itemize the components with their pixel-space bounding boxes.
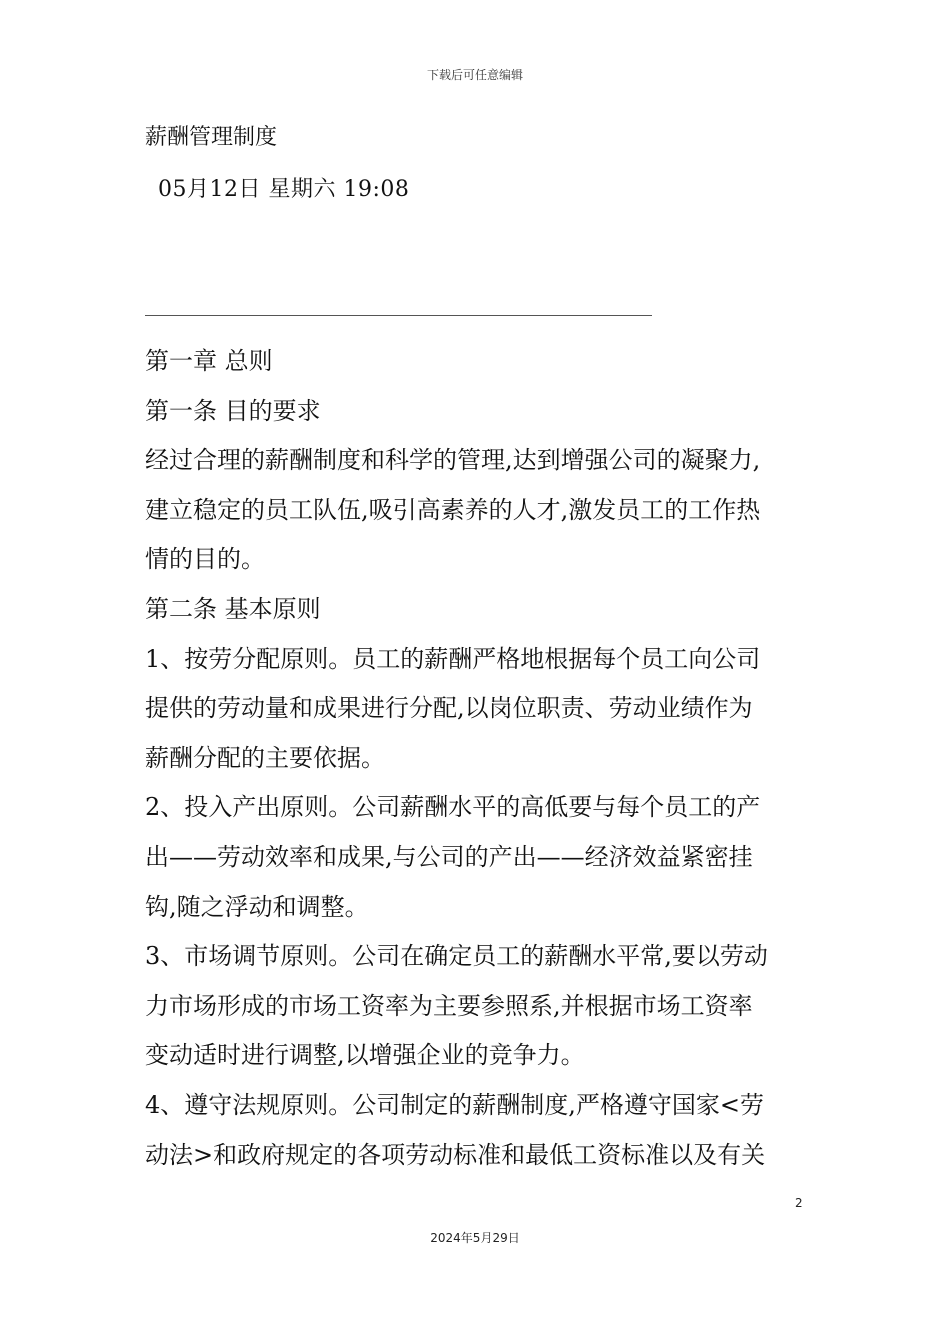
- footer-date: 2024年5月29日: [430, 1231, 520, 1245]
- paragraph-line: 2、投入产出原则。公司薪酬水平的高低要与每个员工的产: [145, 793, 761, 822]
- paragraph-line: 力市场形成的市场工资率为主要参照系,并根据市场工资率: [145, 991, 753, 1020]
- document-title: 薪酬管理制度: [145, 125, 278, 150]
- page-number: 2: [795, 1196, 803, 1210]
- article-heading: 第一条 目的要求: [145, 396, 321, 425]
- divider-line: [145, 315, 652, 316]
- document-date: 05月12日 星期六 19:08: [158, 177, 410, 202]
- document-body: [145, 337, 810, 1180]
- paragraph-line: 3、市场调节原则。公司在确定员工的薪酬水平常,要以劳动: [145, 942, 768, 971]
- paragraph-line: 经过合理的薪酬制度和科学的管理,达到增强公司的凝聚力,: [145, 446, 761, 475]
- paragraph-line: 4、遵守法规原则。公司制定的薪酬制度,严格遵守国家<劳: [145, 1090, 765, 1119]
- article-heading: 第二条 基本原则: [145, 594, 321, 623]
- header-note: 下载后可任意编辑: [426, 68, 523, 82]
- paragraph-line: 动法>和政府规定的各项劳动标准和最低工资标准以及有关: [145, 1140, 766, 1169]
- chapter-heading: 第一章 总则: [145, 347, 273, 375]
- paragraph-line: 变动适时进行调整,以增强企业的竞争力。: [145, 1041, 585, 1070]
- paragraph-line: 建立稳定的员工队伍,吸引高素养的人才,激发员工的工作热: [145, 495, 761, 524]
- paragraph-line: 1、按劳分配原则。员工的薪酬严格地根据每个员工向公司: [145, 644, 761, 673]
- paragraph-line: 出——劳动效率和成果,与公司的产出——经济效益紧密挂: [145, 842, 753, 871]
- paragraph-line: 钩,随之浮动和调整。: [145, 892, 369, 921]
- paragraph-line: 提供的劳动量和成果进行分配,以岗位职责、劳动业绩作为: [145, 694, 753, 723]
- paragraph-line: 薪酬分配的主要依据。: [145, 743, 385, 772]
- paragraph-line: 情的目的。: [145, 545, 265, 574]
